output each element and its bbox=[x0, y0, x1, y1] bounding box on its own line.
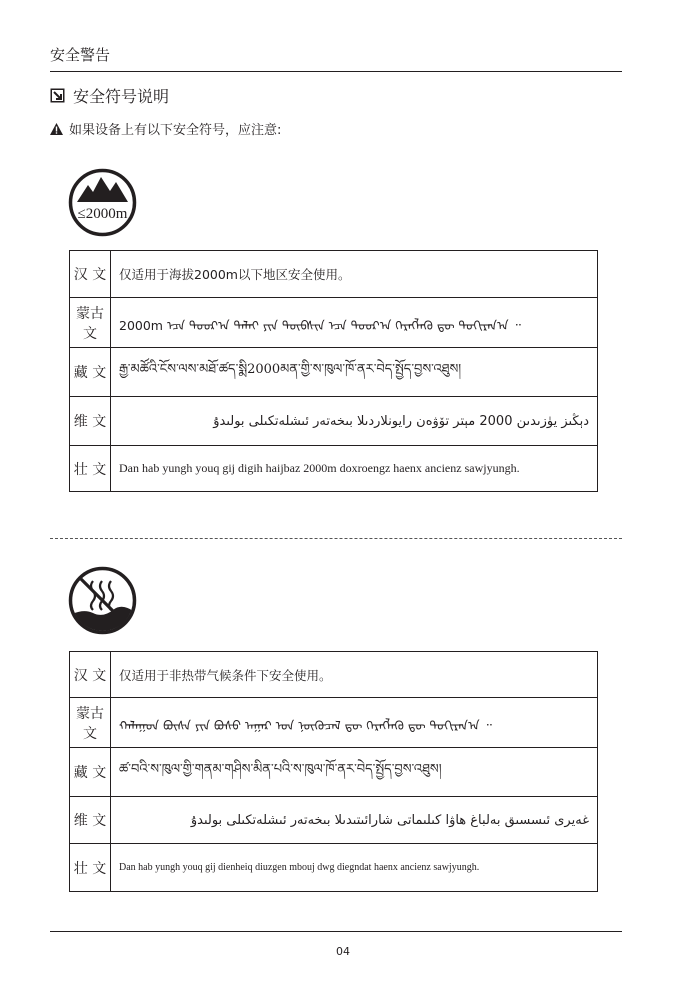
altitude-label: ≤2000m bbox=[77, 206, 128, 222]
language-label-mongolian: 蒙古文 bbox=[70, 698, 111, 748]
notice-text-chinese: 仅适用于非热带气候条件下安全使用。 bbox=[111, 652, 598, 698]
table-row bbox=[70, 348, 598, 397]
table-row bbox=[70, 797, 598, 844]
table-row bbox=[70, 748, 598, 797]
language-label-uyghur: 维 文 bbox=[70, 797, 111, 844]
warning-triangle-icon bbox=[50, 123, 63, 135]
table-row bbox=[70, 446, 598, 492]
notice-text-mongolian: ᠬᠠᠯᠠᠭᠤᠨ ᠪᠦᠰᠡ ᠶᠢᠨ ᠪᠤᠰᠤ ᠠᠭᠠᠷ ᠤᠨ ᠨᠥᠬᠦᠴᠡᠯ ᠳᠦ ᠬᠡᠷᠡᠭᠯᠡᠬᠦ ᠳᠦ ᠲᠣᠬᠢᠷᠠᠨ᠎ᠠ ᠃ bbox=[111, 698, 598, 748]
checkbox-arrow-icon bbox=[50, 88, 65, 103]
warning-note-text: 如果设备上有以下安全符号，应注意: bbox=[69, 123, 282, 138]
table-row bbox=[70, 251, 598, 298]
table-row bbox=[70, 698, 598, 748]
language-label-mongolian: 蒙古文 bbox=[70, 298, 111, 348]
language-label-zhuang: 壮 文 bbox=[70, 844, 111, 892]
table-row bbox=[70, 844, 598, 892]
table-row bbox=[70, 652, 598, 698]
page-number: 04 bbox=[336, 945, 350, 958]
header-divider bbox=[50, 71, 622, 72]
language-label-uyghur: 维 文 bbox=[70, 397, 111, 446]
table-row bbox=[70, 298, 598, 348]
section-heading bbox=[50, 84, 169, 107]
table-row bbox=[70, 397, 598, 446]
altitude-language-table bbox=[69, 250, 598, 492]
notice-text-tibetan: རྒྱ་མཚོའི་ངོས་ལས་མཐོ་ཚད་སྨི2000མན་གྱི་ས་ཁུལ་ཁོ་ནར་བེད་སྤྱོད་བྱས་འཐུས། bbox=[111, 348, 598, 397]
language-label-chinese: 汉 文 bbox=[70, 652, 111, 698]
tropical-language-table bbox=[69, 651, 598, 892]
language-label-chinese: 汉 文 bbox=[70, 251, 111, 298]
language-label-zhuang: 壮 文 bbox=[70, 446, 111, 492]
page-header-title: 安全警告 bbox=[50, 46, 111, 64]
notice-text-zhuang: Dan hab yungh youq gij digih haijbaz 2000m doxroengz haenx ancienz sawjyungh. bbox=[111, 446, 598, 492]
mountain-icon bbox=[77, 177, 128, 202]
notice-text-mongolian: 2000m ᠡᠴᠡ ᠳᠣᠣᠷ᠎ᠠ ᠳᠠᠯᠠᠢ ᠶᠢᠨ ᠲᠥᠪᠰᠢᠨ ᠡᠴᠡ ᠳᠣᠣᠷ᠎ᠠ ᠬᠡᠷᠡᠭᠯᠡᠬᠦ ᠳᠦ ᠲᠣᠬᠢᠷᠠᠨ᠎ᠠ ᠃ bbox=[111, 298, 598, 348]
notice-text-uyghur: غەيرى ئىسسىق بەلباغ ھاۋا كىلىماتى شارائىتىدىلا بىخەتەر ئىشلەتكىلى بولىدۇ bbox=[111, 797, 598, 844]
notice-text-zhuang: Dan hab yungh youq gij dienheiq diuzgen mbouj dwg diegndat haenx ancienz sawjyungh. bbox=[111, 844, 598, 892]
notice-text-chinese: 仅适用于海拔2000m以下地区安全使用。 bbox=[111, 251, 598, 298]
altitude-limit-symbol bbox=[68, 168, 137, 237]
non-tropical-symbol bbox=[68, 566, 137, 635]
warning-note bbox=[50, 119, 281, 138]
language-label-tibetan: 藏 文 bbox=[70, 748, 111, 797]
section-heading-text: 安全符号说明 bbox=[73, 87, 170, 106]
language-label-tibetan: 藏 文 bbox=[70, 348, 111, 397]
section-divider bbox=[50, 538, 622, 539]
footer-divider bbox=[50, 931, 622, 932]
notice-text-tibetan: ཚ་བའི་ས་ཁུལ་གྱི་གནམ་གཤིས་མིན་པའི་ས་ཁུལ་ཁོ་ནར་བེད་སྤྱོད་བྱས་འཐུས། bbox=[111, 748, 598, 797]
notice-text-uyghur: دېڭىز يۈزىدىن 2000 مېتر تۆۋەن رايونلاردىلا بىخەتەر ئىشلەتكىلى بولىدۇ bbox=[111, 397, 598, 446]
